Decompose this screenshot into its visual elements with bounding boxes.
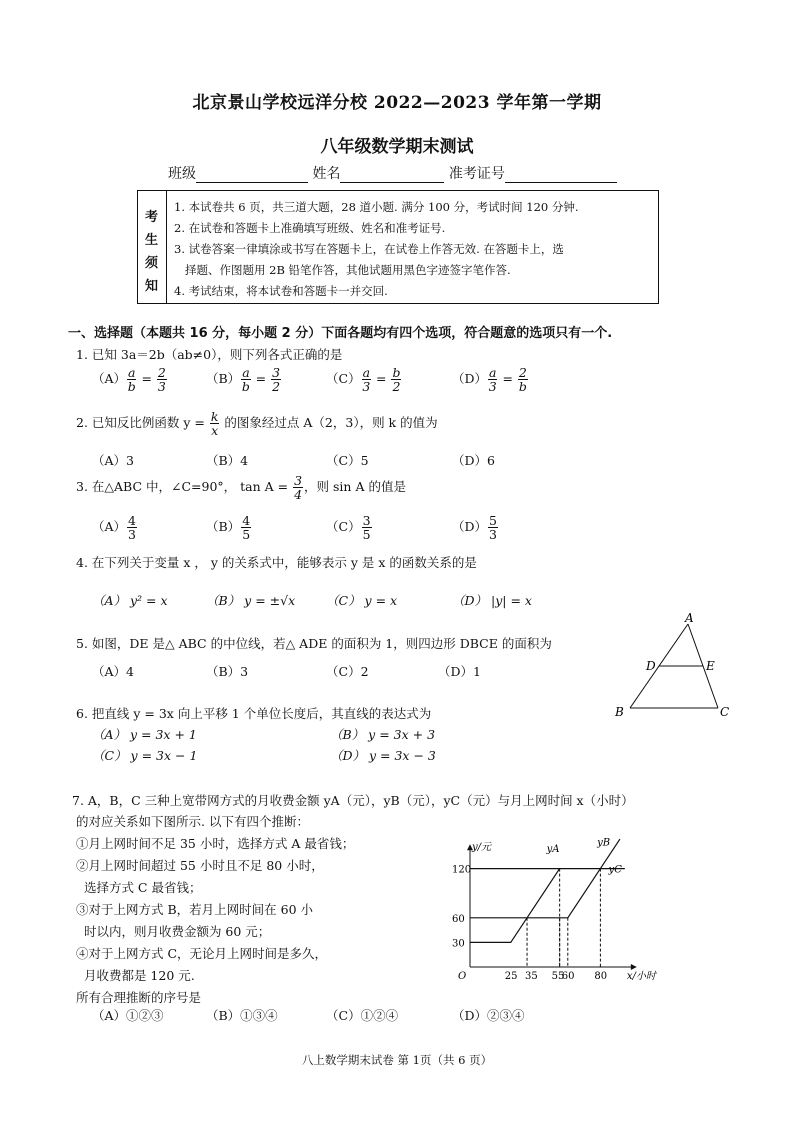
x-axis-label: x/小时 (626, 971, 656, 982)
q1-option-a[interactable]: （A） $\frac{a}{b}$ = $\frac{2}{3}$ (92, 365, 166, 394)
q6-option-b[interactable]: （B） y = 3x + 3 (330, 727, 436, 742)
q6-option-d[interactable]: （D） y = 3x − 3 (330, 748, 436, 763)
name-blank[interactable] (340, 168, 444, 183)
series-label-yA: yA (546, 844, 560, 856)
q2-stem: 2. 已知反比例函数 y = $\frac{k}{x}$ 的图象经过点 A（2，3），则 k 的值为 (76, 409, 438, 438)
q7-inference: 选择方式 C 最省钱； (76, 880, 202, 895)
origin-label: O (458, 971, 467, 982)
q1-option-d[interactable]: （D） $\frac{a}{3}$ = $\frac{2}{b}$ (452, 365, 527, 394)
exam-title: 八年级数学期末测试 (320, 137, 474, 157)
y-tick-label: 60 (452, 913, 465, 925)
q3-option-b[interactable]: （B） $\frac{4}{5}$ (206, 513, 251, 542)
q6-stem: 6. 把直线 y = 3x 向上平移 1 个单位长度后，其直线的表达式为 (76, 706, 432, 721)
q7-option-a[interactable]: （A）①②③ (92, 1008, 164, 1023)
section-1-heading: 一、选择题（本题共 16 分，每小题 2 分）下面各题均有四个选项，符合题意的选项只有一个. (68, 326, 613, 341)
triangle-figure (605, 612, 735, 724)
series-line-yA (470, 869, 560, 943)
q4-stem: 4. 在下列关于变量 x ， y 的关系式中，能够表示 y 是 x 的函数关系的是 (76, 555, 477, 570)
x-axis-arrow (631, 964, 637, 970)
y-tick-label: 30 (452, 938, 465, 950)
q6-option-c[interactable]: （C） y = 3x − 1 (92, 748, 198, 763)
q2-option-c[interactable]: （C）5 (326, 453, 369, 468)
q2-option-a[interactable]: （A）3 (92, 453, 134, 468)
q7-option-d[interactable]: （D）②③④ (452, 1008, 525, 1023)
x-tick-label: 80 (594, 971, 608, 982)
x-tick-label: 35 (525, 971, 538, 982)
notice-item: 1. 本试卷共 6 页，共三道大题，28 道小题. 满分 100 分，考试时间 120 分钟. (174, 200, 579, 214)
q5-option-b[interactable]: （B）3 (206, 664, 249, 679)
q1-option-b[interactable]: （B） $\frac{a}{b}$ = $\frac{3}{2}$ (206, 365, 281, 394)
field-class-label: 班级 (168, 166, 196, 182)
q7-inference: ①月上网时间不足 35 小时，选择方式 A 最省钱； (76, 836, 355, 851)
notice-item: 3. 试卷答案一律填涂或书写在答题卡上，在试卷上作答无效. 在答题卡上，选 (174, 242, 564, 256)
series-label-yB: yB (597, 837, 611, 849)
q7-option-b[interactable]: （B）①③④ (206, 1008, 278, 1023)
field-id-label: 准考证号 (448, 166, 505, 182)
y-tick-label: 120 (452, 864, 472, 876)
notice-head-char: 须 (145, 256, 159, 271)
q6-option-a[interactable]: （A） y = 3x + 1 (92, 727, 197, 742)
q7-inference: ③对于上网方式 B，若月上网时间在 60 小 (76, 902, 314, 917)
q4-option-b[interactable]: （B） y = ±√x (206, 593, 296, 608)
q3-option-a[interactable]: （A） $\frac{4}{3}$ (92, 513, 136, 542)
q4-option-c[interactable]: （C） y = x (326, 593, 398, 608)
q7-stem-line2: 的对应关系如下图所示. 以下有四个推断： (76, 814, 309, 829)
q1-option-c[interactable]: （C） $\frac{a}{3}$ = $\frac{b}{2}$ (326, 365, 401, 394)
label-c: C (720, 705, 730, 719)
label-a: A (685, 612, 694, 625)
notice-item: 2. 在试卷和答题卡上准确填写班级、姓名和准考证号. (174, 221, 446, 235)
q2-option-b[interactable]: （B）4 (206, 453, 249, 468)
q7-inference: ②月上网时间超过 55 小时且不足 80 小时， (76, 858, 324, 873)
q5-option-c[interactable]: （C）2 (326, 664, 369, 679)
notice-item: 择题、作图题用 2B 铅笔作答，其他试题用黑色字迹签字笔作答. (174, 263, 511, 277)
label-b: B (615, 705, 624, 719)
x-tick-label: 55 (551, 971, 565, 982)
q3-option-c[interactable]: （C） $\frac{3}{5}$ (326, 513, 371, 542)
notice-item: 4. 考试结束，将本试卷和答题卡一并交回. (174, 284, 388, 298)
q1-stem: 1. 已知 3a＝2b（ab≠0），则下列各式正确的是 (76, 347, 343, 362)
exam-notice-box (137, 190, 659, 304)
student-info-fields (168, 163, 617, 183)
page-footer: 八上数学期末试卷 第 1页（共 6 页） (301, 1053, 493, 1067)
notice-head-char: 考 (145, 210, 159, 225)
field-name-label: 姓名 (312, 166, 341, 182)
q4-option-a[interactable]: （A） y² = x (92, 593, 168, 608)
q7-inference: 月收费都是 120 元. (76, 968, 195, 983)
x-tick-label: 25 (504, 971, 518, 982)
q7-chart (440, 822, 670, 982)
y-axis-label: y/元 (472, 842, 492, 854)
label-e: E (706, 659, 715, 673)
q7-inference: 所有合理推断的序号是 (76, 990, 202, 1005)
q7-inference: ④对于上网方式 C，无论月上网时间是多久， (76, 946, 328, 961)
q5-option-d[interactable]: （D）1 (438, 664, 481, 679)
q7-option-c[interactable]: （C）①②④ (326, 1008, 399, 1023)
class-blank[interactable] (196, 168, 308, 183)
school-title: 北京景山学校远洋分校 2022—2023 学年第一学期 (192, 93, 602, 113)
q5-stem: 5. 如图，DE 是△ ABC 的中位线，若△ ADE 的面积为 1，则四边形 DBCE 的面积为 (76, 636, 552, 651)
q3-option-d[interactable]: （D） $\frac{5}{3}$ (452, 513, 497, 542)
id-blank[interactable] (505, 168, 617, 183)
q2-option-d[interactable]: （D）6 (452, 453, 495, 468)
q5-option-a[interactable]: （A）4 (92, 664, 134, 679)
x-tick-label: 60 (561, 971, 575, 982)
series-line-yB (470, 839, 620, 918)
label-d: D (646, 659, 656, 673)
notice-head-char: 生 (145, 233, 159, 248)
q7-inference: 时以内，则月收费金额为 60 元； (76, 924, 271, 939)
series-label-yC: yC (608, 864, 622, 876)
q7-stem-line1: 7. A，B，C 三种上宽带网方式的月收费金额 yA（元），yB（元），yC（元）与月上网时间 x（小时） (72, 793, 634, 808)
notice-head (138, 191, 167, 303)
q4-option-d[interactable]: （D） |y| = x (452, 593, 532, 608)
q3-stem: 3. 在△ABC 中，∠C=90°， tan A = $\frac{3}{4}$ ，则 sin A 的值是 (76, 473, 406, 502)
notice-head-char: 知 (145, 279, 159, 294)
